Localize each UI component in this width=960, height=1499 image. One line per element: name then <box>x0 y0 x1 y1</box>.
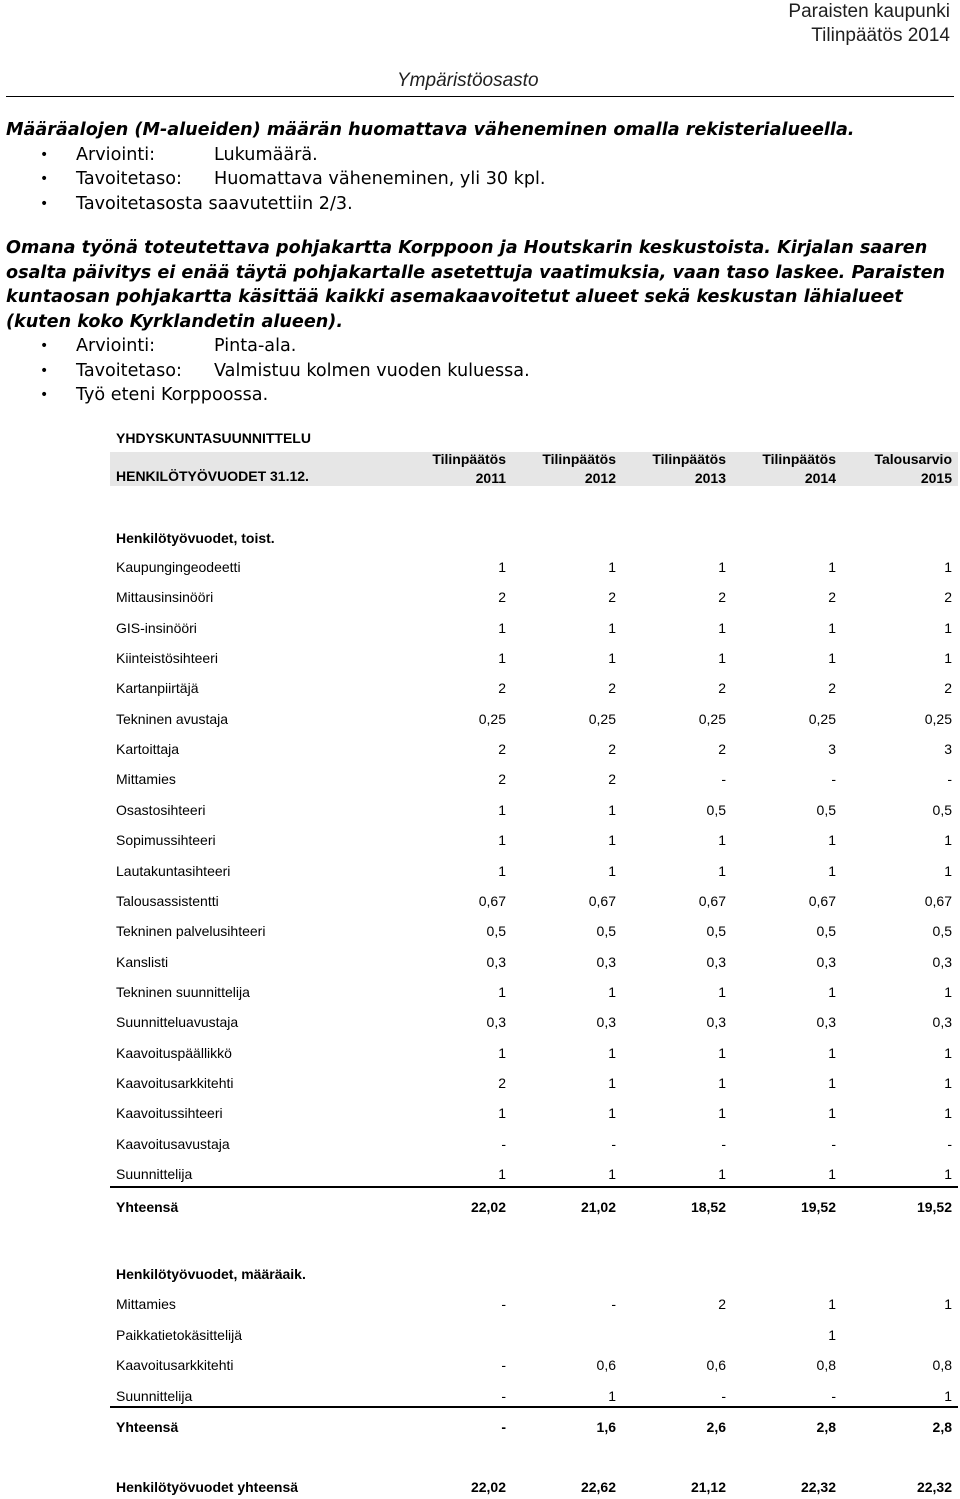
row-value: 1 <box>944 559 952 575</box>
row-value: 1 <box>828 650 836 667</box>
row-value: 0,8 <box>932 1357 952 1373</box>
row-value: 1 <box>608 559 616 575</box>
row-value: 0,8 <box>816 1357 836 1373</box>
row-label: Kaavoitusarkkitehti <box>116 1357 234 1373</box>
bullet-item: • Arviointi: Lukumäärä. <box>6 143 954 168</box>
row-value: 2 <box>608 589 616 606</box>
column-header <box>862 450 952 488</box>
row-value: 1 <box>718 650 726 667</box>
row-label: Yhteensä <box>116 1199 179 1215</box>
row-label: Mittausinsinööri <box>116 589 214 606</box>
row-value: 1 <box>498 832 506 849</box>
row-label: Kaavoitusarkkitehti <box>116 1074 234 1091</box>
row-value: - <box>501 1296 506 1312</box>
org-name: Paraisten kaupunki <box>788 1 950 22</box>
row-value: 2 <box>498 771 506 788</box>
row-value: 0,25 <box>698 710 726 727</box>
row-value: 2 <box>608 741 616 758</box>
row-value: 1 <box>828 1326 836 1343</box>
bullet-item: • Arviointi: Pinta-ala. <box>6 334 954 359</box>
bullet-item: • Tavoitetaso: Huomattava väheneminen, yli 30 kpl. <box>6 167 954 192</box>
column-header-line1: Tilinpäätös <box>542 451 616 467</box>
row-value: 1 <box>498 1044 506 1061</box>
row-value: 1 <box>608 801 616 818</box>
total-row <box>110 1199 958 1219</box>
row-value: 1 <box>944 1105 952 1122</box>
row-value: 0,3 <box>706 1014 726 1031</box>
row-value: 2 <box>498 1074 506 1091</box>
goal-heading-2: Omana työnä toteutettava pohjakartta Korppoon ja Houtskarin keskustoista. Kirjalan saaren osalta päivitys ei enää täytä pohjakartalle asetettuja vaatimuksia, vaan taso laskee. Paraisten kuntaosan pohjakartta käsittää kaikki asemakaavoitetut alueet sekä keskustan lähialueet (kuten koko Kyrklandetin alueen). <box>6 238 946 332</box>
row-value: 21,02 <box>580 1199 616 1215</box>
row-label: Kaavoituspäällikkö <box>116 1044 232 1061</box>
row-value: 0,3 <box>816 1014 836 1031</box>
goal-bullets-1 <box>6 143 954 217</box>
table-row <box>110 1357 958 1377</box>
row-value: 22,02 <box>470 1479 506 1495</box>
row-value: 1 <box>944 983 952 1000</box>
row-value: 1 <box>498 1166 506 1182</box>
row-value: 0,67 <box>808 892 836 909</box>
table-row <box>110 771 958 791</box>
total-row <box>110 1419 958 1439</box>
table-row <box>110 923 958 943</box>
table-row <box>110 559 958 579</box>
row-value: 2 <box>498 589 506 606</box>
row-value: 1 <box>828 1166 836 1182</box>
table-row <box>110 893 958 913</box>
row-value: - <box>721 1135 726 1152</box>
table-title: YHDYSKUNTASUUNNITTELU <box>116 430 311 446</box>
row-label: Mittamies <box>116 1296 176 1312</box>
row-value: 3 <box>944 741 952 758</box>
row-value: 1 <box>608 1074 616 1091</box>
table-row <box>110 680 958 700</box>
row-value: 2 <box>718 1296 726 1312</box>
table-row <box>110 589 958 609</box>
row-value: - <box>831 771 836 788</box>
row-label: Tekninen palvelusihteeri <box>116 923 266 940</box>
column-header-line1: Tilinpäätös <box>652 451 726 467</box>
row-label: Henkilötyövuodet yhteensä <box>116 1479 299 1495</box>
row-value: 0,67 <box>698 892 726 909</box>
section-heading-temporary: Henkilötyövuodet, määräaik. <box>116 1266 306 1282</box>
row-value: 0,5 <box>706 923 726 940</box>
section-heading-permanent: Henkilötyövuodet, toist. <box>116 530 275 546</box>
row-value: 1 <box>498 1105 506 1122</box>
row-value: 1 <box>828 1296 836 1312</box>
row-value: 1 <box>828 862 836 879</box>
row-value: - <box>501 1387 506 1404</box>
row-value: 21,12 <box>690 1479 726 1495</box>
row-value: 1 <box>608 832 616 849</box>
table-row <box>110 1014 958 1034</box>
row-value: 2 <box>718 741 726 758</box>
row-value: 1 <box>608 650 616 667</box>
row-value: 1 <box>828 1105 836 1122</box>
row-value: - <box>947 1135 952 1152</box>
total-row <box>110 1479 958 1499</box>
row-value: 22,32 <box>800 1479 836 1495</box>
page-header <box>788 0 950 48</box>
row-value: 1,6 <box>596 1419 616 1435</box>
row-value: 1 <box>608 1044 616 1061</box>
column-header-line2: 2015 <box>920 470 952 486</box>
bullet-item: • Tavoitetaso: Valmistuu kolmen vuoden kuluessa. <box>6 359 954 384</box>
row-value: 2 <box>498 741 506 758</box>
goal-section-1 <box>6 118 954 216</box>
row-label: Mittamies <box>116 771 176 788</box>
row-value: 0,3 <box>932 1014 952 1031</box>
row-label: Suunnittelija <box>116 1387 193 1404</box>
row-value: 0,3 <box>596 953 616 970</box>
row-value: 19,52 <box>800 1199 836 1215</box>
table-row <box>110 1075 958 1095</box>
row-value: 1 <box>828 559 836 575</box>
column-header <box>416 450 506 488</box>
goal-section-2 <box>6 236 954 408</box>
row-label: Suunnittelija <box>116 1166 193 1182</box>
table-subtitle: HENKILÖTYÖVUODET 31.12. <box>116 468 309 484</box>
row-label: Lautakuntasihteeri <box>116 862 231 879</box>
row-value: 2 <box>828 680 836 697</box>
row-value: 1 <box>828 1044 836 1061</box>
table-row <box>110 741 958 761</box>
total-rule <box>110 1186 958 1188</box>
row-value: 1 <box>498 801 506 818</box>
row-value: 1 <box>608 1166 616 1182</box>
row-value: 1 <box>718 1105 726 1122</box>
row-value: - <box>501 1357 506 1373</box>
row-value: 1 <box>828 619 836 636</box>
row-label: Kiinteistösihteeri <box>116 650 218 667</box>
row-value: 1 <box>608 983 616 1000</box>
table-row <box>110 1105 958 1125</box>
row-label: Kartoittaja <box>116 741 180 758</box>
row-value: 18,52 <box>690 1199 726 1215</box>
row-label: Paikkatietokäsittelijä <box>116 1326 243 1343</box>
table-row <box>110 984 958 1004</box>
row-value: 2 <box>718 589 726 606</box>
row-value: - <box>831 1135 836 1152</box>
row-value: 1 <box>828 832 836 849</box>
row-value: 0,5 <box>486 923 506 940</box>
row-value: 2,8 <box>816 1419 836 1435</box>
row-value: 1 <box>498 559 506 575</box>
row-value: 0,3 <box>816 953 836 970</box>
row-value: 1 <box>608 1387 616 1404</box>
row-label: GIS-insinööri <box>116 619 197 636</box>
department-name: Ympäristöosasto <box>397 70 539 91</box>
row-value: 0,5 <box>596 923 616 940</box>
row-value: 2,8 <box>932 1419 952 1435</box>
row-value: 2 <box>498 680 506 697</box>
column-header-line1: Tilinpäätös <box>762 451 836 467</box>
row-value: 1 <box>944 650 952 667</box>
row-label: Tekninen avustaja <box>116 710 229 727</box>
table-row <box>110 802 958 822</box>
column-header <box>746 450 836 488</box>
row-value: 0,3 <box>486 1014 506 1031</box>
table-row <box>110 650 958 670</box>
row-value: - <box>501 1419 506 1435</box>
staff-table <box>110 430 958 1498</box>
row-value: 0,25 <box>808 710 836 727</box>
row-value: 0,5 <box>816 923 836 940</box>
total-rule <box>110 1406 958 1408</box>
row-value: 19,52 <box>916 1199 952 1215</box>
row-value: 0,6 <box>706 1357 726 1373</box>
bullet-item: • Työ eteni Korppoossa. <box>6 383 954 408</box>
table-header <box>110 430 958 486</box>
row-value: 1 <box>944 832 952 849</box>
row-value: 1 <box>718 1074 726 1091</box>
table-row <box>110 1296 958 1316</box>
row-value: - <box>501 1135 506 1152</box>
bullet-item: • Tavoitetasosta saavutettiin 2/3. <box>6 192 954 217</box>
row-value: 2 <box>608 771 616 788</box>
row-label: Tekninen suunnittelija <box>116 983 250 1000</box>
row-value: 1 <box>608 1105 616 1122</box>
column-header-line2: 2014 <box>804 470 836 486</box>
row-value: 1 <box>944 1166 952 1182</box>
row-value: 1 <box>718 983 726 1000</box>
row-value: 0,67 <box>478 892 506 909</box>
row-value: 1 <box>608 619 616 636</box>
row-value: 0,5 <box>706 801 726 818</box>
header-rule <box>6 96 954 97</box>
row-value: 1 <box>718 862 726 879</box>
row-value: 1 <box>498 983 506 1000</box>
row-label: Kaupungingeodeetti <box>116 559 241 575</box>
row-value: - <box>611 1135 616 1152</box>
table-row <box>110 1388 958 1408</box>
table-row <box>110 620 958 640</box>
goal-heading-1: Määräalojen (M-alueiden) määrän huomattava väheneminen omalla rekisterialueella. <box>6 120 855 140</box>
row-value: 2,6 <box>706 1419 726 1435</box>
row-value: 2 <box>718 680 726 697</box>
row-value: 1 <box>498 862 506 879</box>
row-value: 0,5 <box>932 801 952 818</box>
row-label: Kaavoitusavustaja <box>116 1135 230 1152</box>
row-value: 1 <box>944 1296 952 1312</box>
row-label: Kaavoitussihteeri <box>116 1105 223 1122</box>
row-value: - <box>611 1296 616 1312</box>
row-label: Sopimussihteeri <box>116 832 216 849</box>
row-value: 0,5 <box>816 801 836 818</box>
table-row <box>110 1045 958 1065</box>
document-name: Tilinpäätös 2014 <box>811 25 950 46</box>
row-value: 1 <box>608 862 616 879</box>
row-value: 0,3 <box>706 953 726 970</box>
column-header-line1: Tilinpäätös <box>432 451 506 467</box>
row-value: 1 <box>498 619 506 636</box>
row-value: 3 <box>828 741 836 758</box>
row-value: 0,25 <box>924 710 952 727</box>
table-row <box>110 832 958 852</box>
row-label: Yhteensä <box>116 1419 179 1435</box>
row-value: 22,62 <box>580 1479 616 1495</box>
row-value: 1 <box>944 1044 952 1061</box>
row-value: 2 <box>828 589 836 606</box>
table-row <box>110 1136 958 1156</box>
row-value: 1 <box>498 650 506 667</box>
row-value: 0,6 <box>596 1357 616 1373</box>
table-row <box>110 954 958 974</box>
column-header <box>526 450 616 488</box>
goal-bullets-2 <box>6 334 954 408</box>
table-row <box>110 863 958 883</box>
row-value: - <box>831 1387 836 1404</box>
row-value: 0,5 <box>932 923 952 940</box>
row-value: 0,3 <box>932 953 952 970</box>
table-row <box>110 1327 958 1347</box>
row-value: 22,32 <box>916 1479 952 1495</box>
row-value: 2 <box>944 680 952 697</box>
row-label: Suunnitteluavustaja <box>116 1014 239 1031</box>
column-header <box>636 450 726 488</box>
row-value: 1 <box>944 1074 952 1091</box>
row-value: - <box>947 771 952 788</box>
row-value: 1 <box>944 619 952 636</box>
column-header-line2: 2011 <box>475 470 506 486</box>
row-label: Kanslisti <box>116 953 169 970</box>
row-value: 1 <box>828 983 836 1000</box>
row-value: - <box>721 771 726 788</box>
row-value: 1 <box>718 1166 726 1182</box>
row-value: 2 <box>608 680 616 697</box>
row-label: Kartanpiirtäjä <box>116 680 199 697</box>
row-value: - <box>721 1387 726 1404</box>
column-header-line2: 2013 <box>694 470 726 486</box>
row-value: 0,25 <box>588 710 616 727</box>
row-value: 2 <box>944 589 952 606</box>
row-label: Osastosihteeri <box>116 801 206 818</box>
column-header-line1: Talousarvio <box>874 451 952 467</box>
row-value: 22,02 <box>470 1199 506 1215</box>
row-value: 1 <box>944 862 952 879</box>
row-value: 1 <box>718 832 726 849</box>
row-value: 1 <box>718 559 726 575</box>
row-value: 1 <box>828 1074 836 1091</box>
row-value: 1 <box>718 1044 726 1061</box>
row-value: 0,3 <box>596 1014 616 1031</box>
row-value: 0,3 <box>486 953 506 970</box>
row-value: 1 <box>944 1387 952 1404</box>
column-header-line2: 2012 <box>584 470 616 486</box>
row-value: 0,25 <box>478 710 506 727</box>
row-value: 0,67 <box>924 892 952 909</box>
row-value: 1 <box>718 619 726 636</box>
table-row <box>110 711 958 731</box>
table-row <box>110 1166 958 1186</box>
row-value: 0,67 <box>588 892 616 909</box>
row-label: Talousassistentti <box>116 892 219 909</box>
